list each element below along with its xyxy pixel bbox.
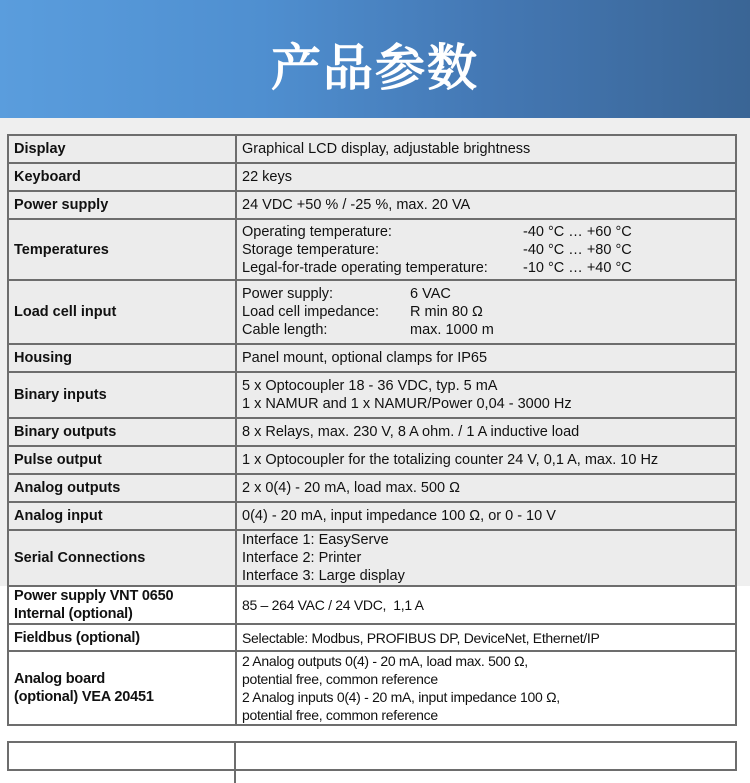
spec-row-load-cell-input — [8, 280, 736, 344]
spec-label: Housing — [8, 344, 236, 372]
spec-label: Binary outputs — [8, 418, 236, 446]
temp-key: Legal-for-trade operating temperature: — [242, 259, 488, 276]
temp-key: Storage temperature: — [242, 241, 380, 258]
spec-row-keyboard — [8, 163, 736, 191]
spec-row-fieldbus — [8, 624, 736, 651]
spec-label: Pulse output — [8, 446, 236, 474]
spec-row-temperatures — [8, 219, 736, 280]
spec-value — [236, 372, 736, 418]
spec-value: 24 VDC +50 % / -25 %, max. 20 VA — [236, 191, 736, 219]
spec-value — [236, 219, 736, 280]
spec-label: Serial Connections — [8, 530, 236, 586]
spec-row-display — [8, 135, 736, 163]
next-table-partial — [7, 741, 737, 771]
spec-value — [236, 280, 736, 344]
spec-row-binary-outputs — [8, 418, 736, 446]
temp-line — [242, 223, 730, 241]
spec-label: Keyboard — [8, 163, 236, 191]
value-line: 5 x Optocoupler 18 - 36 VDC, typ. 5 mA — [242, 378, 498, 394]
spec-value: 85 – 264 VAC / 24 VDC, 1,1 A — [236, 586, 736, 624]
spec-value — [236, 651, 736, 725]
value-line: 2 Analog inputs 0(4) - 20 mA, input impedance 100 Ω, — [242, 689, 560, 705]
temp-value: -40 °C … +80 °C — [523, 241, 632, 258]
spec-row-power-supply-vnt — [8, 586, 736, 624]
spec-label: Analog input — [8, 502, 236, 530]
spec-label — [8, 651, 236, 725]
spec-row-analog-board — [8, 651, 736, 725]
label-line: Power supply VNT 0650 — [14, 588, 174, 604]
page-title: 产品参数 — [271, 39, 479, 97]
load-line — [242, 303, 730, 321]
value-line: 1 x NAMUR and 1 x NAMUR/Power 0,04 - 3000 Hz — [242, 396, 572, 412]
temp-key: Operating temperature: — [242, 223, 392, 240]
value-line: potential free, common reference — [242, 707, 438, 723]
spec-row-serial-connections — [8, 530, 736, 586]
load-key: Load cell impedance: — [242, 304, 380, 320]
load-line — [242, 321, 730, 339]
spec-row-power-supply — [8, 191, 736, 219]
load-value: R min 80 Ω — [410, 304, 483, 320]
value-line: Interface 1: EasyServe — [242, 532, 389, 548]
spec-value — [236, 530, 736, 586]
load-key: Cable length: — [242, 322, 328, 338]
value-line: Interface 3: Large display — [242, 568, 405, 584]
spec-value: 22 keys — [236, 163, 736, 191]
spec-value: 8 x Relays, max. 230 V, 8 A ohm. / 1 A inductive load — [236, 418, 736, 446]
temp-line — [242, 259, 730, 277]
spec-value: Selectable: Modbus, PROFIBUS DP, DeviceNet, Ethernet/IP — [236, 624, 736, 651]
spec-row-analog-outputs — [8, 474, 736, 502]
column-divider — [234, 743, 236, 783]
label-line: (optional) VEA 20451 — [14, 689, 154, 705]
header-banner — [0, 0, 750, 118]
spec-value: 2 x 0(4) - 20 mA, load max. 500 Ω — [236, 474, 736, 502]
spec-label: Fieldbus (optional) — [8, 624, 236, 651]
spec-value: Panel mount, optional clamps for IP65 — [236, 344, 736, 372]
value-line: 2 Analog outputs 0(4) - 20 mA, load max. 500 Ω, — [242, 653, 528, 669]
spec-label: Display — [8, 135, 236, 163]
spec-row-binary-inputs — [8, 372, 736, 418]
spec-label: Binary inputs — [8, 372, 236, 418]
value-line: potential free, common reference — [242, 671, 438, 687]
load-line — [242, 285, 730, 303]
load-value: 6 VAC — [410, 286, 451, 302]
spec-label — [8, 586, 236, 624]
temp-value: -10 °C … +40 °C — [523, 259, 632, 276]
label-line: Analog board — [14, 671, 106, 687]
spec-row-analog-input — [8, 502, 736, 530]
spec-label: Power supply — [8, 191, 236, 219]
temp-value: -40 °C … +60 °C — [523, 223, 632, 240]
spec-row-pulse-output — [8, 446, 736, 474]
load-key: Power supply: — [242, 286, 334, 302]
spec-value: 1 x Optocoupler for the totalizing counter 24 V, 0,1 A, max. 10 Hz — [236, 446, 736, 474]
label-line: Internal (optional) — [14, 606, 133, 622]
spec-value: Graphical LCD display, adjustable brightness — [236, 135, 736, 163]
value-line: Interface 2: Printer — [242, 550, 362, 566]
spec-value: 0(4) - 20 mA, input impedance 100 Ω, or 0 - 10 V — [236, 502, 736, 530]
spec-label: Temperatures — [8, 219, 236, 280]
spec-row-housing — [8, 344, 736, 372]
temp-line — [242, 241, 730, 259]
spec-label: Analog outputs — [8, 474, 236, 502]
spec-table — [7, 134, 737, 726]
load-value: max. 1000 m — [410, 322, 494, 338]
spec-label: Load cell input — [8, 280, 236, 344]
